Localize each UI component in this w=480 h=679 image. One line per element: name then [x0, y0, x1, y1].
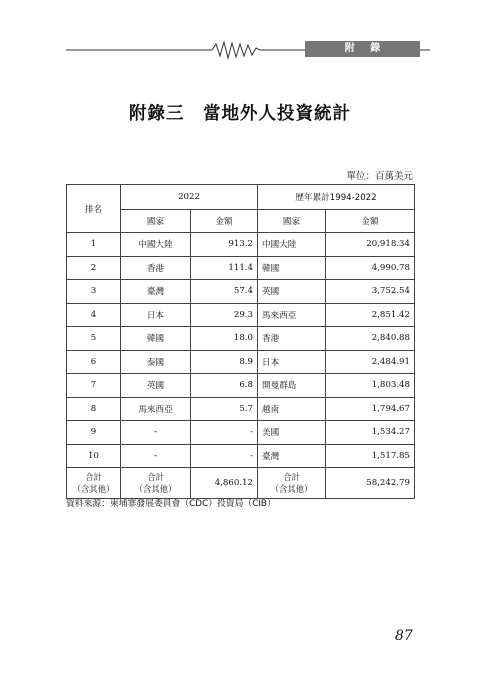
rank-cell: 8 [67, 397, 121, 421]
rank-cell: 2 [67, 256, 121, 280]
country-cumulative-cell: 越南 [258, 397, 326, 421]
rank-cell: 3 [67, 280, 121, 304]
country-cumulative-cell: 中國大陸 [258, 233, 326, 257]
appendix-tab [305, 41, 420, 57]
total-country-2022-cell [121, 468, 191, 499]
rank-cell: 9 [67, 421, 121, 445]
total-amount-2022-cell: 4,860.12 [191, 468, 258, 499]
table-row [67, 350, 415, 374]
table-row [67, 280, 415, 304]
amount-2022-cell: 18.0 [191, 327, 258, 351]
country-2022-cell: - [121, 421, 191, 445]
amount-2022-cell: 6.8 [191, 374, 258, 398]
amount-cumulative-cell: 20,918.34 [326, 233, 415, 257]
country-2022-cell: 泰國 [121, 350, 191, 374]
country-cumulative-cell: 香港 [258, 327, 326, 351]
investment-table [66, 184, 415, 499]
country-2022-cell: 中國大陸 [121, 233, 191, 257]
page-number: 87 [395, 628, 413, 644]
country-cumulative-cell: 開曼群島 [258, 374, 326, 398]
country-header-cumulative: 國家 [258, 210, 326, 233]
country-2022-cell: 英國 [121, 374, 191, 398]
table-row [67, 397, 415, 421]
amount-2022-cell: 5.7 [191, 397, 258, 421]
rank-cell: 7 [67, 374, 121, 398]
total-sub-label: （含其他） [270, 484, 313, 494]
amount-cumulative-cell: 3,752.54 [326, 280, 415, 304]
amount-header-2022: 金額 [191, 210, 258, 233]
country-2022-cell: 韓國 [121, 327, 191, 351]
country-cumulative-cell: 日本 [258, 350, 326, 374]
amount-2022-cell: 111.4 [191, 256, 258, 280]
amount-cumulative-cell: 4,990.78 [326, 256, 415, 280]
country-2022-cell: 香港 [121, 256, 191, 280]
amount-cumulative-cell: 2,851.42 [326, 303, 415, 327]
table-row [67, 421, 415, 445]
total-label: 合計 [85, 472, 102, 482]
amount-header-cumulative: 金額 [326, 210, 415, 233]
total-sub-label: （含其他） [134, 484, 177, 494]
country-2022-cell: 馬來西亞 [121, 397, 191, 421]
country-cumulative-cell: 馬來西亞 [258, 303, 326, 327]
country-2022-cell: 臺灣 [121, 280, 191, 304]
country-cumulative-cell: 韓國 [258, 256, 326, 280]
source-note: 資料來源：柬埔寨發展委員會（CDC）投資局（CIB） [66, 499, 276, 509]
amount-cumulative-cell: 1,794.67 [326, 397, 415, 421]
page-title: 附錄三 當地外人投資統計 [129, 104, 351, 124]
country-2022-cell: 日本 [121, 303, 191, 327]
country-cumulative-cell: 英國 [258, 280, 326, 304]
total-amount-cumulative-cell: 58,242.79 [326, 468, 415, 499]
country-2022-cell: - [121, 444, 191, 468]
total-sub-label: （含其他） [72, 484, 115, 494]
table-row [67, 374, 415, 398]
table-row [67, 303, 415, 327]
total-rank-cell [67, 468, 121, 499]
amount-2022-cell: 8.9 [191, 350, 258, 374]
rank-cell: 6 [67, 350, 121, 374]
total-row [67, 468, 415, 499]
group-header-2022: 2022 [121, 185, 258, 210]
amount-cumulative-cell: 1,803.48 [326, 374, 415, 398]
amount-2022-cell: - [191, 421, 258, 445]
appendix-tab-label: 附 錄 [344, 43, 387, 54]
table-row [67, 233, 415, 257]
amount-cumulative-cell: 2,840.88 [326, 327, 415, 351]
amount-2022-cell: 57.4 [191, 280, 258, 304]
total-country-cumulative-cell [258, 468, 326, 499]
unit-label: 單位：百萬美元 [346, 171, 413, 182]
country-cumulative-cell: 美國 [258, 421, 326, 445]
header-heartbeat-line [0, 0, 480, 70]
rank-cell: 10 [67, 444, 121, 468]
table-row [67, 444, 415, 468]
rank-cell: 5 [67, 327, 121, 351]
total-label: 合計 [283, 472, 300, 482]
table-header-row-1 [67, 185, 415, 210]
amount-2022-cell: 913.2 [191, 233, 258, 257]
rank-header: 排名 [67, 185, 121, 233]
table-row [67, 327, 415, 351]
total-label: 合計 [147, 472, 164, 482]
table-row [67, 256, 415, 280]
country-header-2022: 國家 [121, 210, 191, 233]
amount-2022-cell: 29.3 [191, 303, 258, 327]
group-header-cumulative: 歷年累計1994-2022 [258, 185, 415, 210]
amount-cumulative-cell: 2,484.91 [326, 350, 415, 374]
amount-cumulative-cell: 1,534.27 [326, 421, 415, 445]
amount-cumulative-cell: 1,517.85 [326, 444, 415, 468]
rank-cell: 1 [67, 233, 121, 257]
country-cumulative-cell: 臺灣 [258, 444, 326, 468]
amount-2022-cell: - [191, 444, 258, 468]
rank-cell: 4 [67, 303, 121, 327]
